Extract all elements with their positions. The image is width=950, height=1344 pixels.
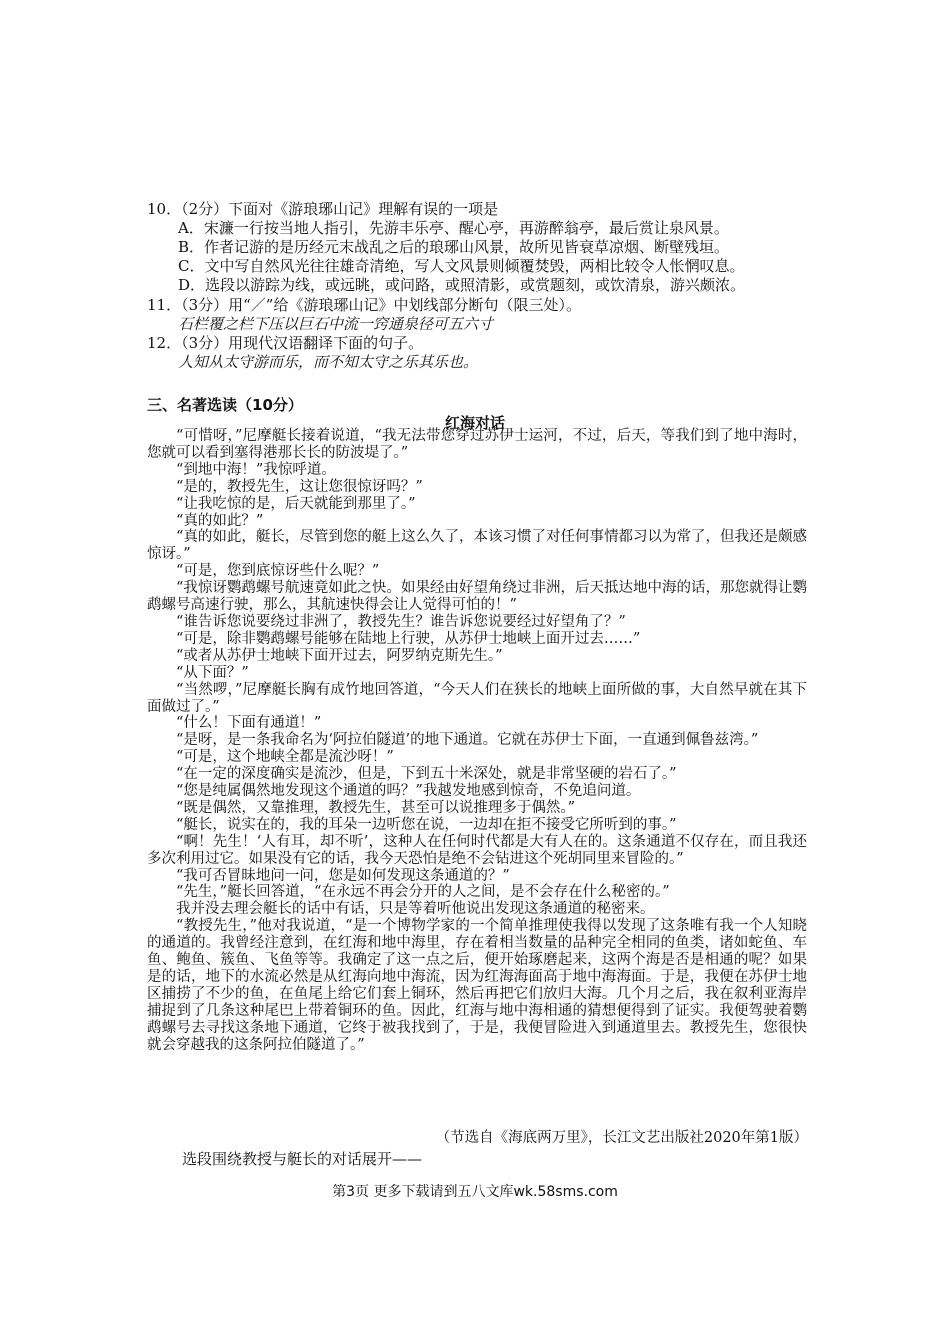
passage-paragraph: 我并没去理会艇长的话中有话，只是等着听他说出发现这条通道的秘密来。 [176, 901, 655, 918]
question-10-option-b: B．作者记游的是历经元末战乱之后的琅琊山风景，故所见皆衰草凉烟、断壁残垣。 [178, 238, 730, 256]
passage-source: （节选自《海底两万里》，长江文艺出版社2020年第1版） [435, 1130, 808, 1146]
passage-paragraph: “或者从苏伊士地峡下面开过去，阿罗纳克斯先生。” [176, 647, 503, 664]
passage-paragraph: “真的如此？” [176, 512, 264, 529]
passage-paragraph: “可是，您到底惊讶些什么呢？” [176, 563, 380, 580]
passage-paragraph: “什么！下面有通道！” [176, 715, 322, 732]
question-10-stem: 10．（2分）下面对《游琅琊山记》理解有误的一项是 [147, 200, 499, 218]
passage-paragraph: “在一定的深度确实是流沙，但是，下到五十米深处，就是非常坚硬的岩石了。” [176, 766, 677, 783]
passage-paragraph: “真的如此，艇长，尽管到您的艇上这么久了，本该习惯了对任何事情都习以为常了，但我还是颇感惊讶。” [147, 529, 807, 563]
passage-paragraph: “当然啰，”尼摩艇长胸有成竹地回答道，“今天人们在狭长的地峡上面所做的事，大自然早就在其下面做过了。” [147, 681, 807, 715]
question-10-option-c: C．文中写自然风光往往雄奇清绝，写人文风景则倾覆焚毁，两相比较令人怅惘叹息。 [178, 257, 745, 275]
passage-paragraph: “谁告诉您说要绕过非洲了，教授先生？谁告诉您说要经过好望角了？” [176, 613, 626, 630]
passage-paragraph: “可惜呀，”尼摩艇长接着说道，“我无法带您穿过苏伊士运河，不过，后天，等我们到了地中海时，您就可以看到塞得港那长长的防波堤了。” [147, 428, 807, 461]
question-lead-in: 选段围绕教授与艇长的对话展开—— [182, 1150, 423, 1168]
question-11-text: 石栏覆之栏下压以巨石中流一窍通泉径可五六寸 [178, 315, 494, 333]
passage-paragraph: “是的，教授先生，这让您很惊讶吗？” [176, 478, 423, 495]
question-10-option-d: D．选段以游踪为线，或远眺，或问路，或照清影，或赏题刻，或饮清泉，游兴颇浓。 [178, 276, 746, 294]
passage-paragraph: “我可否冒昧地问一问，您是如何发现这条通道的？” [176, 867, 510, 884]
passage-paragraph: “先生，”艇长回答道，“在永远不再会分开的人之间，是不会存在什么秘密的。” [176, 884, 670, 901]
passage-paragraph: “让我吃惊的是，后天就能到那里了。” [176, 495, 416, 512]
passage-paragraph: “教授先生，”他对我说道，“是一个博物学家的一个简单推理使我得以发现了这条唯有我一个人知晓的通道的。我曾经注意到，在红海和地中海里，存在着相当数量的品种完全相同的鱼类，诸如蛇鱼、车鱼、鲍鱼、簇鱼、飞鱼等等。我确定了这一点之后，便开始琢磨起来，这两个海是否是相通的呢？如果是的话，地下的水流必然是从红海向地中海流，因为红海海面高于地中海海面。于是，我便在苏伊士地区捕捞了不少的鱼，在鱼尾上给它们套上铜环，然后再把它们放归大海。几个月之后，我在叙利亚海岸捕捉到了几条这种尾巴上带着铜环的鱼。因此，红海与地中海相通的猜想便得到了证实。我便驾驶着鹦鹉螺号去寻找这条地下通道，它终于被我找到了，于是，我便冒险进入到通道里去。教授先生，您很快就会穿越我的这条阿拉伯隧道了。” [147, 918, 807, 1053]
question-10-option-a: A．宋濂一行按当地人指引，先游丰乐亭、醒心亭，再游醉翁亭，最后赏让泉风景。 [178, 219, 729, 237]
section-title: 三、名著选读（10分） [147, 396, 303, 414]
question-11-stem: 11．（3分）用“／”给《游琅琊山记》中划线部分断句（限三处）。 [147, 296, 581, 314]
question-12-stem: 12．（3分）用现代汉语翻译下面的句子。 [147, 334, 424, 352]
passage-paragraph: “从下面？” [176, 664, 249, 681]
passage-paragraph: “艇长，说实在的，我的耳朵一边听您在说，一边却在拒不接受它所听到的事。” [176, 816, 677, 833]
passage-title: 红海对话 [444, 414, 505, 432]
passage-paragraph: “我惊讶鹦鹉螺号航速竟如此之快。如果经由好望角绕过非洲，后天抵达地中海的话，那您就得让鹦鹉螺号高速行驶，那么，其航速快得会让人觉得可怕的！” [147, 580, 807, 614]
question-12-text: 人知从太守游而乐，而不知太守之乐其乐也。 [178, 353, 479, 371]
passage-body [147, 428, 807, 1054]
passage-paragraph: “可是，除非鹦鹉螺号能够在陆地上行驶，从苏伊士地峡上面开过去……” [176, 630, 641, 647]
page-footer: 第3页 更多下载请到五八文库wk.58sms.com [332, 1184, 618, 1200]
passage-paragraph: “啊！先生！‘人有耳，却不听’，这种人在任何时代都是大有人在的。这条通道不仅存在，而且我还多次利用过它。如果没有它的话，我今天恐怕是绝不会钻进这个死胡同里来冒险的。” [147, 833, 807, 867]
passage-paragraph: “到地中海！”我惊呼道。 [176, 461, 336, 478]
passage-paragraph: “既是偶然，又靠推理，教授先生，甚至可以说推理多于偶然。” [176, 799, 576, 816]
passage-paragraph: “可是，这个地峡全都是流沙呀！” [176, 749, 394, 766]
passage-paragraph: “您是纯属偶然地发现这个通道的吗？”我越发地感到惊奇，不免追问道。 [176, 783, 641, 800]
passage-paragraph: “是呀，是一条我命名为‘阿拉伯隧道’的地下通道。它就在苏伊士下面，一直通到佩鲁兹湾。” [176, 732, 759, 749]
